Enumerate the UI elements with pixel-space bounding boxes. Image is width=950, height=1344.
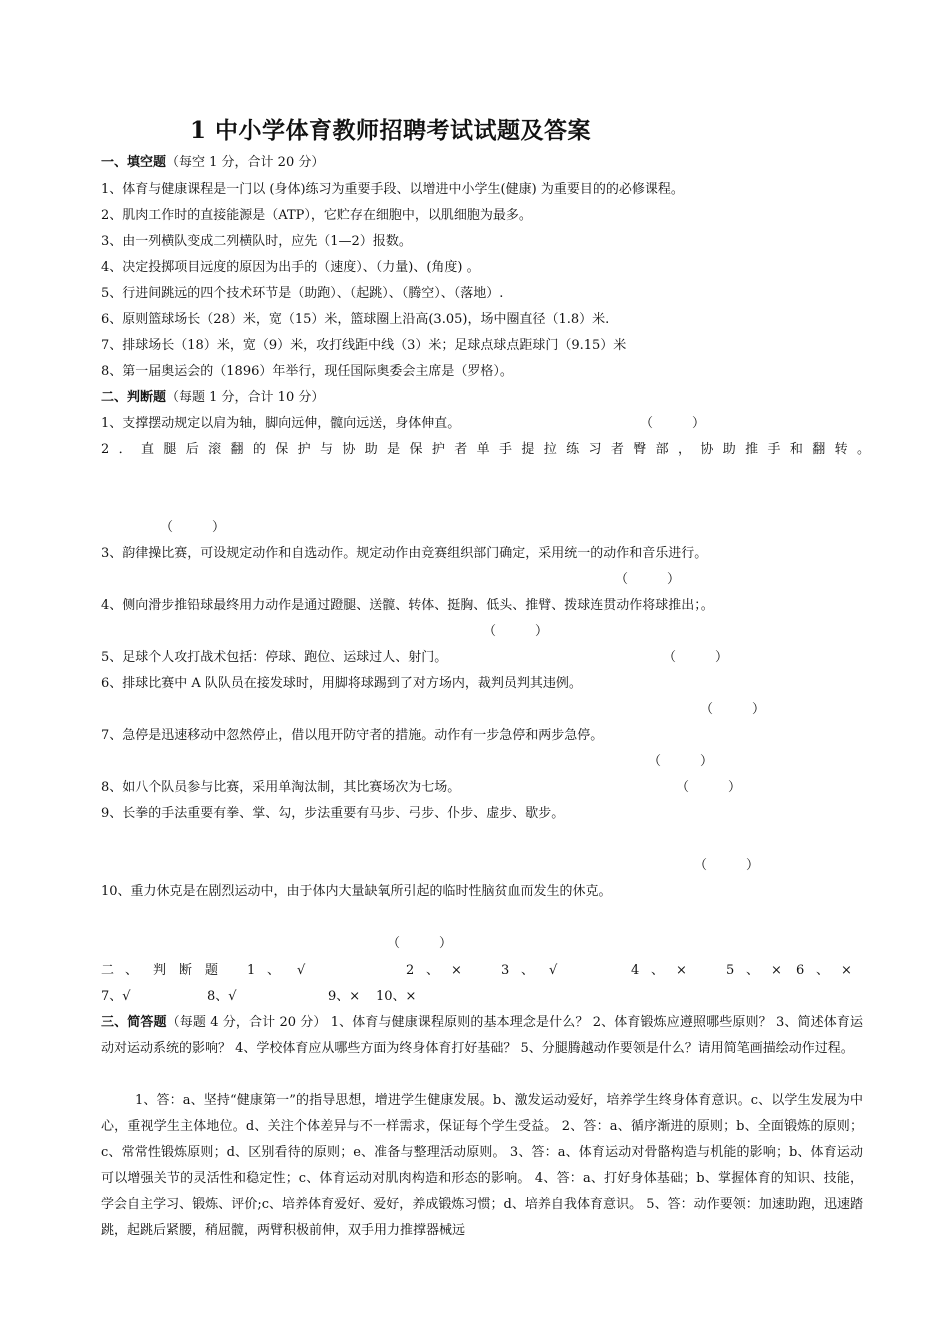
answer-blank: （ ）: [640, 416, 706, 431]
judge-answer-8: 8、√: [207, 989, 237, 1004]
short-answer-body: 1、答：a、坚持“健康第一”的指导思想，增进学生健康发展。b、激发运动爱好，培养学生终身体育意识。c、以学生发展为中心，重视学生主体地位。d、关注个体差异与不一样需求，保证每个学生受益。 2、答：a、循序渐进的原则；b、全面锻炼的原则；c、常常性锻炼原则；d、区别看待的原则；e、准备与整理活动原则。 3、答：a、体育运动对骨骼构造与机能的影响；b、体育运动可以增强关节的灵活性和稳定性；c、体育运动对肌肉构造和形态的影响。 4、答：a、打好身体基础；b、掌握体育的知识、技能，学会自主学习、锻炼、评价;c、培养体育爱好、爱好，养成锻炼习惯；d、培养自我体育意识。 5、答：动作要领：加速助跑，迅速踏跳，起跳后紧腰，稍屈髋，两臂积极前伸，双手用力推撑器械远: [101, 1093, 863, 1238]
answer-blank: （ ）: [387, 936, 453, 951]
judge-item-1: 1、支撑摆动规定以肩为轴，脚向远伸，髋向远送，身体伸直。: [101, 416, 461, 431]
answer-token: 、: [426, 963, 440, 978]
answer-token: ×: [771, 963, 782, 978]
answer-blank: （ ）: [676, 780, 742, 795]
answer-blank: （ ）: [648, 754, 714, 769]
answer-token: 3: [501, 963, 510, 978]
answer-blank: （ ）: [694, 858, 760, 873]
judge-item-6: 6、排球比赛中 A 队队员在接发球时，用脚将球踢到了对方场内，裁判员判其违例。: [101, 676, 582, 691]
judge-item-5: 5、足球个人攻打战术包括：停球、跑位、运球过人、射门。: [101, 650, 448, 665]
fill-item-6: 6、原则篮球场长（28）米，宽（15）米，篮球圈上沿高(3.05)，场中圈直径（1.8）米.: [101, 312, 610, 327]
answer-token: ×: [451, 963, 462, 978]
answer-token: 1: [247, 963, 256, 978]
section-heading-fill: [101, 154, 324, 172]
answer-token: 断: [179, 963, 193, 978]
section-title: 一、填空题: [101, 155, 167, 170]
answer-blank: （ ）: [663, 650, 729, 665]
fill-item-3: 3、由一列横队变成二列横队时，应先（1—2）报数。: [101, 234, 412, 249]
judge-item-3: 3、韵律操比赛，可设规定动作和自选动作。规定动作由竞赛组织部门确定，采用统一的动作和音乐进行。: [101, 546, 708, 561]
answer-token: 、: [267, 963, 281, 978]
judge-answer-10: 10、×: [376, 989, 417, 1004]
answer-token: 2: [406, 963, 415, 978]
section-title: 二、判断题: [101, 390, 167, 405]
judge-item-8: 8、如八个队员参与比赛，采用单淘汰制，其比赛场次为七场。: [101, 780, 461, 795]
answer-token: √: [549, 963, 558, 978]
judge-answer-9: 9、×: [328, 989, 361, 1004]
fill-item-5: 5、行进间跳远的四个技术环节是（助跑）、（起跳）、（腾空）、（落地）.: [101, 286, 504, 301]
judge-item-7: 7、急停是迅速移动中忽然停止，借以甩开防守者的措施。动作有一步急停和两步急停。: [101, 728, 604, 743]
page-title: 1 中小学体育教师招聘考试试题及答案: [190, 117, 592, 144]
fill-item-2: 2、肌肉工作时的直接能源是（ATP），它贮存在细胞中，以肌细胞为最多。: [101, 208, 532, 223]
answer-blank: （ ）: [160, 520, 226, 535]
answer-token: 5: [726, 963, 735, 978]
section-title: 三、简答题: [101, 1015, 167, 1030]
judge-item-9: 9、长拳的手法重要有拳、掌、勾，步法重要有马步、弓步、仆步、虚步、歇步。: [101, 806, 565, 821]
short-questions-text: （每题 4 分，合计 20 分） 1、体育与健康课程原则的基本理念是什么？ 2、体育锻炼应遵照哪些原则？ 3、简述体育运动对运动系统的影响？ 4、学校体育应从哪些方面为终身体育打好基础？ 5、分腿腾越动作要领是什么？请用简笔画描绘动作过程。: [101, 1015, 863, 1056]
answer-token: ×: [841, 963, 852, 978]
judge-item-10: 10、重力休克是在剧烈运动中，由于体内大量缺氧所引起的临时性脑贫血而发生的休克。: [101, 884, 612, 899]
section-note: （每题 1 分，合计 10 分）: [166, 390, 325, 405]
answer-token: 二: [101, 963, 115, 978]
answer-blank: （ ）: [615, 572, 681, 587]
answer-token: 、: [816, 963, 830, 978]
fill-item-7: 7、排球场长（18）米，宽（9）米，攻打线距中线（3）米；足球点球点距球门（9.15）米: [101, 338, 627, 353]
answer-token: 4: [631, 963, 640, 978]
answer-token: 、: [746, 963, 760, 978]
answer-token: 题: [205, 963, 219, 978]
answer-token: 、: [651, 963, 665, 978]
answer-blank: （ ）: [483, 624, 549, 639]
judge-answer-7: 7、√: [101, 989, 131, 1004]
fill-item-1: 1、体育与健康课程是一门以 (身体)练习为重要手段、以增进中小学生(健康) 为重要目的的必修课程。: [101, 182, 684, 197]
section-note: （每空 1 分，合计 20 分）: [166, 155, 325, 170]
answer-token: ×: [676, 963, 687, 978]
answer-token: 、: [521, 963, 535, 978]
answer-token: 6: [796, 963, 805, 978]
fill-item-4: 4、决定投掷项目远度的原因为出手的（速度）、（力量)、(角度) 。: [101, 260, 480, 275]
answer-token: √: [297, 963, 306, 978]
judge-item-2: 2．直腿后滚翻的保护与协助是保护者单手提拉练习者臀部，协助推手和翻转。: [101, 442, 870, 457]
answer-token: 、: [125, 963, 139, 978]
section-heading-judge: [101, 389, 324, 407]
answer-blank: （ ）: [700, 702, 766, 717]
fill-item-8: 8、第一届奥运会的（1896）年举行，现任国际奥委会主席是（罗格）。: [101, 364, 513, 379]
judge-item-4: 4、侧向滑步推铅球最终用力动作是通过蹬腿、送髋、转体、挺胸、低头、推臂、拨球连贯动作将球推出；。: [101, 598, 714, 613]
answer-token: 判: [153, 963, 167, 978]
short-answer-questions: [101, 1010, 863, 1062]
